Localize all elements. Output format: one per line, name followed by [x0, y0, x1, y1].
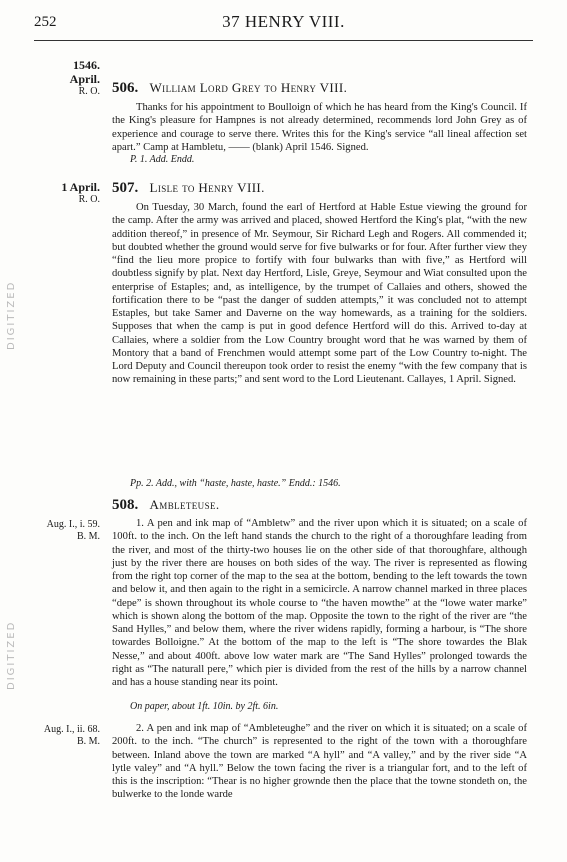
margin-source: B. M.	[76, 531, 100, 542]
margin-month: April.	[69, 72, 100, 86]
entry-507-note: Pp. 2. Add., with “haste, haste, haste.” Endd.: 1546.	[130, 478, 341, 489]
header-rule	[34, 40, 533, 41]
running-title: 37 HENRY VIII.	[222, 12, 345, 31]
entry-number: 508.	[112, 497, 139, 513]
entry-507-heading	[112, 180, 265, 197]
entry-508-item-2-text: 2. A pen and ink map of “Ambleteughe” and the river on which it is situated; on a scale of 200ft. to the inch. “The church” is represented to the right of the town with a thoroughfare between. Inland above the town are marked “A hyll” and “A valley,” and by the river side “A lytle valey” and “A hyll.” Below the town facing the river is a triangular fort, and to the left of this is the inscription: “Thear is no higher grownde then the place that the towne stondeth on, the bulwerke to the londe warde	[112, 723, 527, 801]
margin-date: 1 April.	[61, 180, 100, 194]
item-1-margin	[34, 519, 100, 543]
entry-number: 507.	[112, 180, 139, 196]
page-header	[34, 12, 533, 38]
page-number: 252	[34, 14, 57, 30]
margin-stamp: DIGITIZED	[6, 620, 17, 690]
entry-title: William Lord Grey to Henry VIII.	[149, 80, 348, 95]
entry-508-item-1-text: 1. A pen and ink map of “Ambletw” and the river upon which it is situated; on a scale of 100ft. to the inch. On the left hand stands the church to the right of a thoroughfare leading from the river, and most of the thirty-two houses lie on the other side of that thoroughfare, although just by the river there are houses on both sides of the way. The river is represented as flowing from the right top corner of the map to the sea at the bottom, bending to the left towards the town and below it, and then again to the right in a semicircle. A narrow channel marked in three places “depe” is shown throughout its whole course to “the haven mowthe” at the “lowe water marke” which is shown along the bottom of the map. Opposite the town to the right of the river are “the Sand Hylles,” and below them, where the river widens rapidly, forming a harbour, is “The shore towardes Bolloigne.” At the bottom of the map to the left is “The shore towardes the Blak Nesse,” and about 400ft. above low water mark are “The Sand Hylles” prolonged towards the right as “The naturall pere,” which pier is divided from the rest of the hills by a narrow channel and has a house standing near its point.	[112, 518, 527, 688]
margin-source: B. M.	[76, 736, 100, 747]
margin-source: R. O.	[78, 194, 100, 205]
entry-508-heading	[112, 497, 220, 514]
margin-source: R. O.	[78, 86, 100, 97]
entry-number: 506.	[112, 80, 139, 96]
entry-507-margin	[34, 180, 100, 206]
entry-title: Ambleteuse.	[149, 497, 220, 512]
entry-508-item-1-note: On paper, about 1ft. 10in. by 2ft. 6in.	[130, 701, 279, 712]
entry-507-text: On Tuesday, 30 March, found the earl of Hertford at Hable Estue viewing the ground for the camp. After the army was arrived and placed, showed Hertford the King's plat, “with the new addition thereof,” in presence of Mr. Seymour, Sir Richard Legh and Rogers. All commended it; but doubted whether the ground would serve for five bulwarks or for four. After further view they “find the lieu more propice to fortify with four bulwarks than with five,” as Hertford will doubtless signify by plat. Next day Hertford, Lisle, Greye, Seymour and Wiat consulted upon the enterprise of Estaples; and, as intelligence, by the trumpet of Callaies and others, showed the fortification there to be “past the danger of sudden attempts,” it was concluded not to attempt Estaples, but take Samer and Daverne on the way homewards, as a training for the soldiers. Supposes that when the camp is put in good defence Hertford will do this. Arrived to-day at Callaies, where a soldier from the Low Country brought word that he was warned by them of Montory that a band of Frenchmen would attempt some part of the Low Country to-night. The Lord Deputy and Council thereupon took order to resist the enemy “with the few company that is now remaining in these parts;” and sent word to the Lord Lieutenant. Callayes, 1 April. Signed.	[112, 202, 527, 386]
entry-506-heading	[112, 80, 347, 97]
margin-stamp: DIGITIZED	[6, 280, 17, 350]
entry-506-margin	[34, 58, 100, 98]
margin-ref: Aug. I., ii. 68.	[43, 724, 100, 735]
entry-506-text: Thanks for his appointment to Boulloign of which he has heard from the King's Council. If the King's pleasure for Hampnes is not already determined, recommends lord John Grey as of experience and courage to serve there. Writes this for the King's service “all lineal affection set apart.” Camp at Hambletu, —— (blank) April 1546. Signed.	[112, 102, 527, 153]
entry-506-note: P. 1. Add. Endd.	[130, 154, 195, 165]
entry-title: Lisle to Henry VIII.	[149, 180, 265, 195]
item-2-margin	[34, 724, 100, 748]
margin-ref: Aug. I., i. 59.	[46, 519, 100, 530]
margin-year: 1546.	[73, 58, 100, 72]
